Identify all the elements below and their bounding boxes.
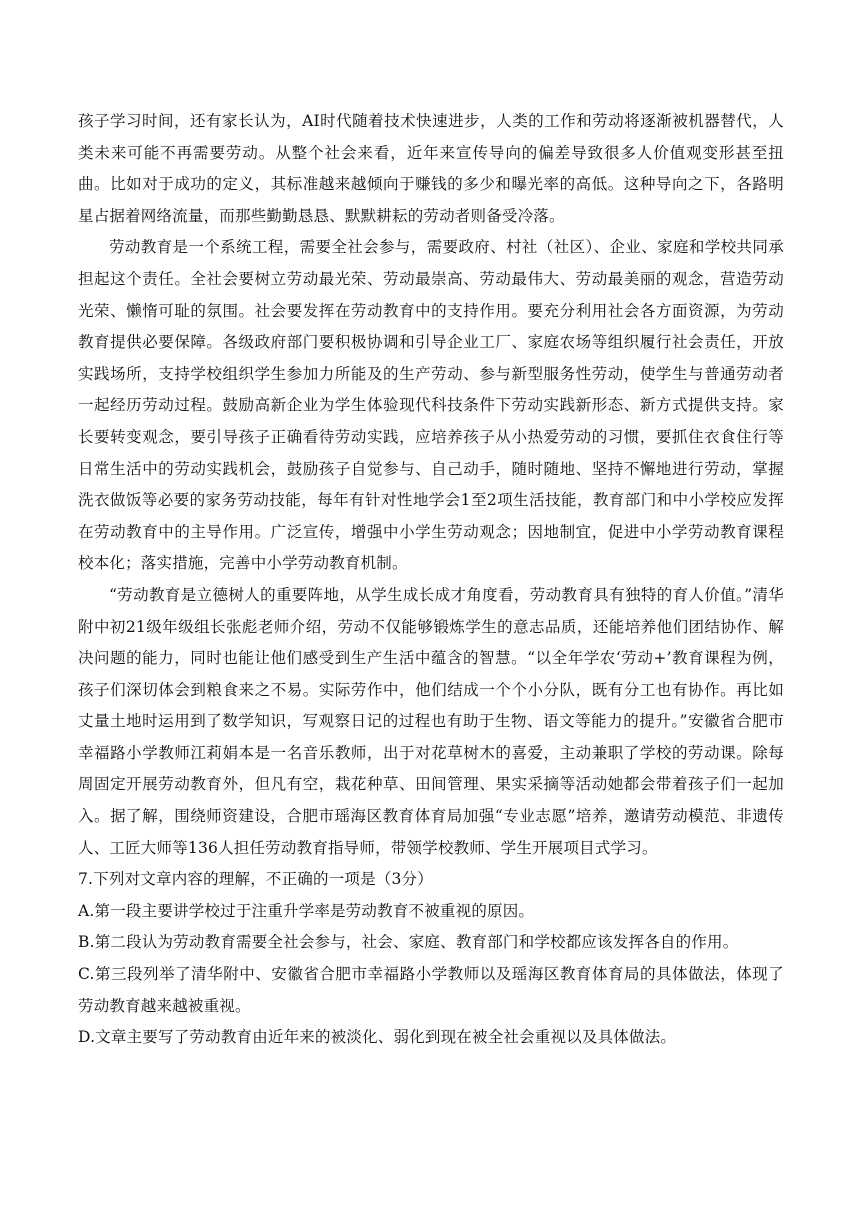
paragraph-1: 孩子学习时间，还有家长认为，AI时代随着技术快速进步，人类的工作和劳动将逐渐被机器替代，人类未来可能不再需要劳动。从整个社会来看，近年来宣传导向的偏差导致很多人价值观变形甚至扭曲。比如对于成功的定义，其标准越来越倾向于赚钱的多少和曝光率的高低。这种导向之下，各路明星占据着网络流量，而那些勤勤恳恳、默默耕耘的劳动者则备受冷落。 (78, 112, 784, 225)
paragraph-3: “劳动教育是立德树人的重要阵地，从学生成长成才角度看，劳动教育具有独特的育人价值。”清华附中初21级年级组长张彪老师介绍，劳动不仅能够锻炼学生的意志品质，还能培养他们团结协作、解决问题的能力，同时也能让他们感受到生产生活中蕴含的智慧。“以全年学农‘劳动+’教育课程为例，孩子们深切体会到粮食来之不易。实际劳作中，他们结成一个个小分队，既有分工也有协作。再比如丈量土地时运用到了数学知识，写观察日记的过程也有助于生物、语文等能力的提升。”安徽省合肥市幸福路小学教师江莉娟本是一名音乐教师，出于对花草树木的喜爱，主动兼职了学校的劳动课。除每周固定开展劳动教育外，但凡有空，栽花种草、田间管理、果实采摘等活动她都会带着孩子们一起加入。据了解，围绕师资建设，合肥市瑶海区教育体育局加强“专业志愿”培养，邀请劳动模范、非遗传人、工匠大师等136人担任劳动教育指导师，带领学校教师、学生开展项目式学习。 (78, 585, 784, 857)
document-page (78, 106, 784, 1054)
option-c: C.第三段列举了清华附中、安徽省合肥市幸福路小学教师以及瑶海区教育体育局的具体做法，体现了劳动教育越来越被重视。 (78, 965, 784, 1015)
paragraph-2: 劳动教育是一个系统工程，需要全社会参与，需要政府、村社（社区）、企业、家庭和学校共同承担起这个责任。全社会要树立劳动最光荣、劳动最崇高、劳动最伟大、劳动最美丽的观念，营造劳动光荣、懒惰可耻的氛围。社会要发挥在劳动教育中的支持作用。要充分利用社会各方面资源，为劳动教育提供必要保障。各级政府部门要积极协调和引导企业工厂、家庭农场等组织履行社会责任，开放实践场所，支持学校组织学生参加力所能及的生产劳动、参与新型服务性劳动，使学生与普通劳动者一起经历劳动过程。鼓励高新企业为学生体验现代科技条件下劳动实践新形态、新方式提供支持。家长要转变观念，要引导孩子正确看待劳动实践，应培养孩子从小热爱劳动的习惯，要抓住衣食住行等日常生活中的劳动实践机会，鼓励孩子自觉参与、自己动手，随时随地、坚持不懈地进行劳动，掌握洗衣做饭等必要的家务劳动技能，每年有针对性地学会1至2项生活技能，教育部门和中小学校应发挥在劳动教育中的主导作用。广泛宣传，增强中小学生劳动观念；因地制宜，促进中小学劳动教育课程校本化；落实措施，完善中小学劳动教育机制。 (78, 238, 784, 573)
question-7 (78, 864, 784, 1054)
option-d: D.文章主要写了劳动教育由近年来的被淡化、弱化到现在被全社会重视以及具体做法。 (78, 1028, 677, 1047)
option-b: B.第二段认为劳动教育需要全社会参与，社会、家庭、教育部门和学校都应该发挥各自的作用。 (78, 933, 739, 952)
question-stem: 7.下列对文章内容的理解，不正确的一项是（3分） (78, 870, 433, 889)
option-a: A.第一段主要讲学校过于注重升学率是劳动教育不被重视的原因。 (78, 901, 535, 920)
answer-options (78, 896, 784, 1054)
